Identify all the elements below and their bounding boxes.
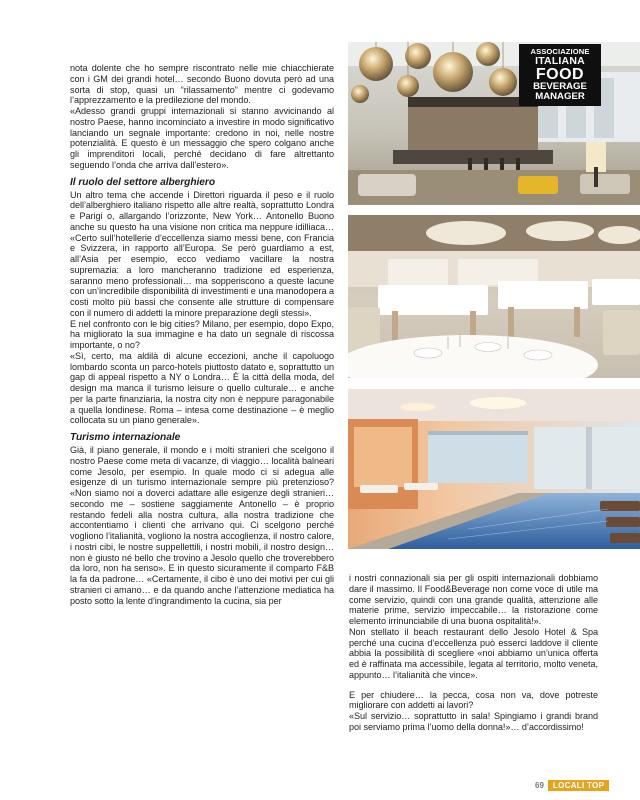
paragraph: E per chiudere… la pecca, cosa non va, dove potreste migliorare con addetti ai lavori? xyxy=(349,689,598,711)
paragraph: «Sì, certo, ma aldilà di alcune eccezioni, anche il capoluogo lombardo sconta un parco-hotels piuttosto datato e, soprattutto un gap di appeal rispetto a NY o Londra… È la città della moda, del design ma manca il turismo leisure o quello culturale… e anche per la parte finanziaria, la nostra city non è neppure paragonabile a quella londinese. Roma – intesa come destinazione – è meglio collocata su un piano generale». xyxy=(70,350,334,426)
page-number: 69 xyxy=(535,780,544,790)
aifbm-logo xyxy=(519,44,601,106)
article-right-column xyxy=(349,573,598,733)
paragraph: E nel confronto con le big cities? Milano, per esempio, dopo Expo, ha migliorato la sua immagine e ha dato un segnale di riscossa importante, o no? xyxy=(70,318,334,350)
paragraph: «Sul servizio… soprattutto in sala! Spingiamo i grandi brand poi serviamo prima l’uomo della donna!»… d’accordissimo! xyxy=(349,711,598,732)
paragraph: Già, il piano generale, il mondo e i molti stranieri che scelgono il nostro Paese come meta di vacanze, di viaggio… località balneari come Jesolo, per esempio. In quale modo ci si adegua alle esigenze di un turismo internazionale sempre più pretenzioso? «Non siamo noi a doverci adattare alle esigenze degli stranieri… secondo me – sostiene saggiamente Antonello – è proprio restando fedeli alla nostra cultura, alla nostra tradizione che accontentiamo i clienti che arrivano qui. Ci scelgono perché vogliono l’italianità, vogliono la nostra accoglienza, il nostro calore, i nostri cibi, le nostre suppellettili, i nostri mobili, il nostro design… non è giusto né bello che trovino a Jesolo quello che troverebbero da loro, non ha senso». E in questo sicuramente il comparto F&B la fa da padrone… «Certamente, il cibo è uno dei motivi per cui gli stranieri ci amano… e da quando anche l’attenzione mediatica ha posto sotto la lente d’ingrandimento la cucina, sia per xyxy=(70,445,334,606)
paragraph: nota dolente che ho sempre riscontrato nelle mie chiacchierate con i GM dei grandi hotel… secondo Buono dovuta però ad una sorta di stop, quasi un “rilassamento” mentre ci godevamo l’apprezzamento e la predilezione del mondo. xyxy=(70,63,334,106)
logo-line: ITALIANA xyxy=(535,55,585,67)
page-footer xyxy=(535,779,609,791)
restaurant-photo xyxy=(348,215,640,378)
logo-line: ASSOCIAZIONE xyxy=(530,47,590,56)
logo-line: MANAGER xyxy=(535,91,585,102)
section-heading-international-tourism: Turismo internazionale xyxy=(70,432,181,443)
logo-line: FOOD xyxy=(535,66,585,83)
magazine-name-badge: LOCALI TOP xyxy=(548,780,609,791)
section-heading-hotel-sector: Il ruolo del settore alberghiero xyxy=(70,176,216,188)
paragraph: «Adesso grandi gruppi internazionali si stanno avvicinando al nostro Paese, hanno incominciato a investire in modo significativo lanciando un segnale importante: credono in noi, nelle nostre potenzialità. E questo è un messaggio che spero colgano anche gli imprenditori locali, perché decidano di fare altrettanto seguendo l’onda che arriva dall’estero». xyxy=(70,106,334,170)
paragraph: Non stellato il beach restaurant dello Jesolo Hotel & Spa perché una cucina d’eccellenza può esserci laddove il cliente abbia la possibilità di scegliere «noi abbiamo un’unica offerta ed è raffinata ma accessibile, legata al territorio, molto veneta, appunto… l’italianità che vince». xyxy=(349,626,598,680)
article-left-column xyxy=(70,63,334,606)
logo-line: BEVERAGE xyxy=(533,81,587,92)
indoor-pool-photo xyxy=(348,389,640,549)
paragraph: i nostri connazionali sia per gli ospiti internazionali dobbiamo dare il massimo. Il Food&Beverage non come voce di utile ma come servizio, quindi con una grande qualità, attenzione alle materie prime, servizio impeccabile… la ristorazione come elemento irrinunciabile di una buona ospitalità!». xyxy=(349,573,598,626)
paragraph: Un altro tema che accende i Direttori riguarda il peso e il ruolo dell’alberghiero italiano rispetto alle altre realtà, soprattutto Londra e Parigi o, allargando l’orizzonte, New York… Antonello Buono anche su questo ha una visione non critica ma neppure idilliaca… «Certo sull’hotellerie d’eccellenza siamo messi bene, con Francia e Svizzera, in rapporto all’Europa. Se però guardiamo a est, all’Asia per esempio, ecco vediamo vacillare la nostra supremazia: a loro mancheranno tradizione ed esperienza, saranno meno professionali… ma sopperiscono a queste lacune con un’incredibile disponibilità di investimenti e una manodopera a costi molto più bassi che consente alle strutture di compensare con il numero di addetti la minore preparazione degli stessi». xyxy=(70,189,334,318)
paragraph-gap xyxy=(349,681,598,690)
